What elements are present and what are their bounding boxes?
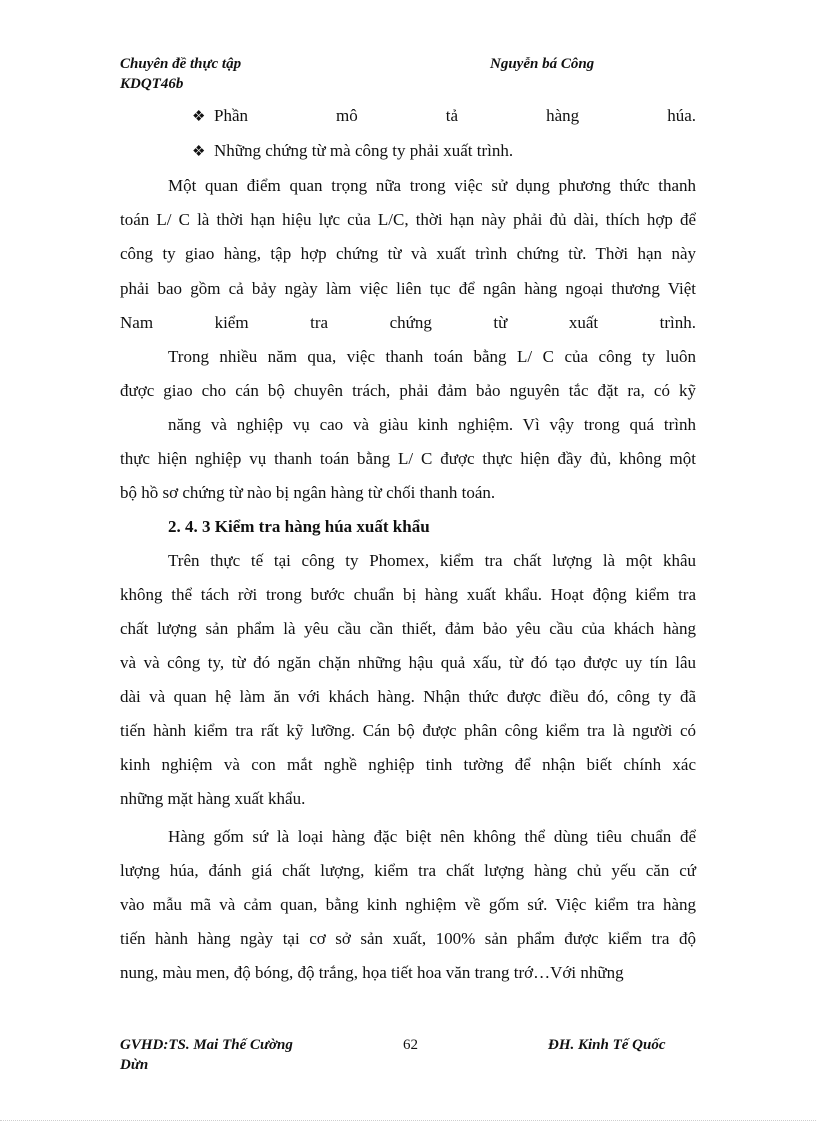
footer-left xyxy=(120,1035,293,1075)
paragraph-line: thực hiện nghiệp vụ thanh toán bằng L/ C được thực hiện đầy đủ, không một xyxy=(120,449,696,468)
footer-supervisor-cont: Dừn xyxy=(120,1057,149,1073)
section-heading: 2. 4. 3 Kiểm tra hàng húa xuất khẩu xyxy=(168,517,430,536)
paragraph-line: kinh nghiệm và con mắt nghề nghiệp tinh tường để nhận biết chính xác xyxy=(120,755,696,774)
header-left xyxy=(120,54,241,94)
bullet-text: Phần mô tả hàng húa. xyxy=(214,106,696,125)
bullet-text: Những chứng từ mà công ty phải xuất trình. xyxy=(214,141,514,160)
paragraph-line: dài và quan hệ làm ăn với khách hàng. Nhận thức được điều đó, công ty đã xyxy=(120,687,696,706)
paragraph-line: những mặt hàng xuất khẩu. xyxy=(120,789,306,808)
paragraph-line: chất lượng sản phẩm là yêu cầu cần thiết, đảm bảo yêu cầu của khách hàng xyxy=(120,619,696,638)
paragraph-line: tiến hành kiểm tra rất kỹ lưỡng. Cán bộ được phân công kiểm tra là người có xyxy=(120,721,696,740)
footer-supervisor: GVHD:TS. Mai Thế Cường xyxy=(120,1037,293,1053)
paragraph-line: Nam kiểm tra chứng từ xuất trình. xyxy=(120,313,696,332)
paragraph-line: Trên thực tế tại công ty Phomex, kiểm tra chất lượng là một khâu xyxy=(168,551,696,570)
paragraph-line: và và công ty, từ đó ngăn chặn những hậu quả xấu, từ đó tạo được uy tín lâu xyxy=(120,653,696,672)
header-class-code: KDQT46b xyxy=(120,76,184,92)
paragraph-line: bộ hồ sơ chứng từ nào bị ngân hàng từ chối thanh toán. xyxy=(120,483,496,502)
paragraph-line: nung, màu men, độ bóng, độ trắng, họa tiết hoa văn trang trớ…Với những xyxy=(120,963,624,982)
paragraph-line: không thể tách rời trong bước chuẩn bị hàng xuất khẩu. Hoạt động kiểm tra xyxy=(120,585,696,604)
diamond-bullet-icon: ❖ xyxy=(192,109,206,125)
paragraph-line: được giao cho cán bộ chuyên trách, phải đảm bảo nguyên tắc đặt ra, có kỹ xyxy=(120,381,696,400)
paragraph-line: vào mẫu mã và cảm quan, bằng kinh nghiệm về gốm sứ. Việc kiểm tra hàng xyxy=(120,895,696,914)
footer-university: ĐH. Kinh Tế Quốc xyxy=(548,1037,666,1053)
paragraph-line: tiến hành hàng ngày tại cơ sở sản xuất, 100% sản phẩm được kiểm tra độ xyxy=(120,929,696,948)
header-course-title: Chuyên đề thực tập xyxy=(120,56,242,72)
header-author: Nguyễn bá Công xyxy=(490,56,595,72)
paragraph-line: năng và nghiệp vụ cao và giàu kinh nghiệm. Vì vậy trong quá trình xyxy=(168,415,696,434)
bullet-item xyxy=(192,104,696,128)
paragraph-line: toán L/ C là thời hạn hiệu lực của L/C, thời hạn này phải đủ dài, thích hợp để xyxy=(120,210,696,229)
diamond-bullet-icon: ❖ xyxy=(192,144,206,160)
bullet-item xyxy=(192,139,696,163)
paragraph-line: Một quan điểm quan trọng nữa trong việc sử dụng phương thức thanh xyxy=(168,176,696,195)
page-bottom-border xyxy=(0,1120,816,1121)
paragraph-line: Hàng gốm sứ là loại hàng đặc biệt nên không thể dùng tiêu chuẩn để xyxy=(168,827,696,846)
paragraph-line: lượng húa, đánh giá chất lượng, kiểm tra chất lượng hàng chủ yếu căn cứ xyxy=(120,861,696,880)
paragraph-line: phải bao gồm cả bảy ngày làm việc liên tục để ngân hàng ngoại thương Việt xyxy=(120,279,696,298)
page-number: 62 xyxy=(403,1037,418,1053)
paragraph-line: Trong nhiều năm qua, việc thanh toán bằng L/ C của công ty luôn xyxy=(168,347,696,366)
paragraph-line: công ty giao hàng, tập hợp chứng từ và xuất trình chứng từ. Thời hạn này xyxy=(120,244,696,263)
